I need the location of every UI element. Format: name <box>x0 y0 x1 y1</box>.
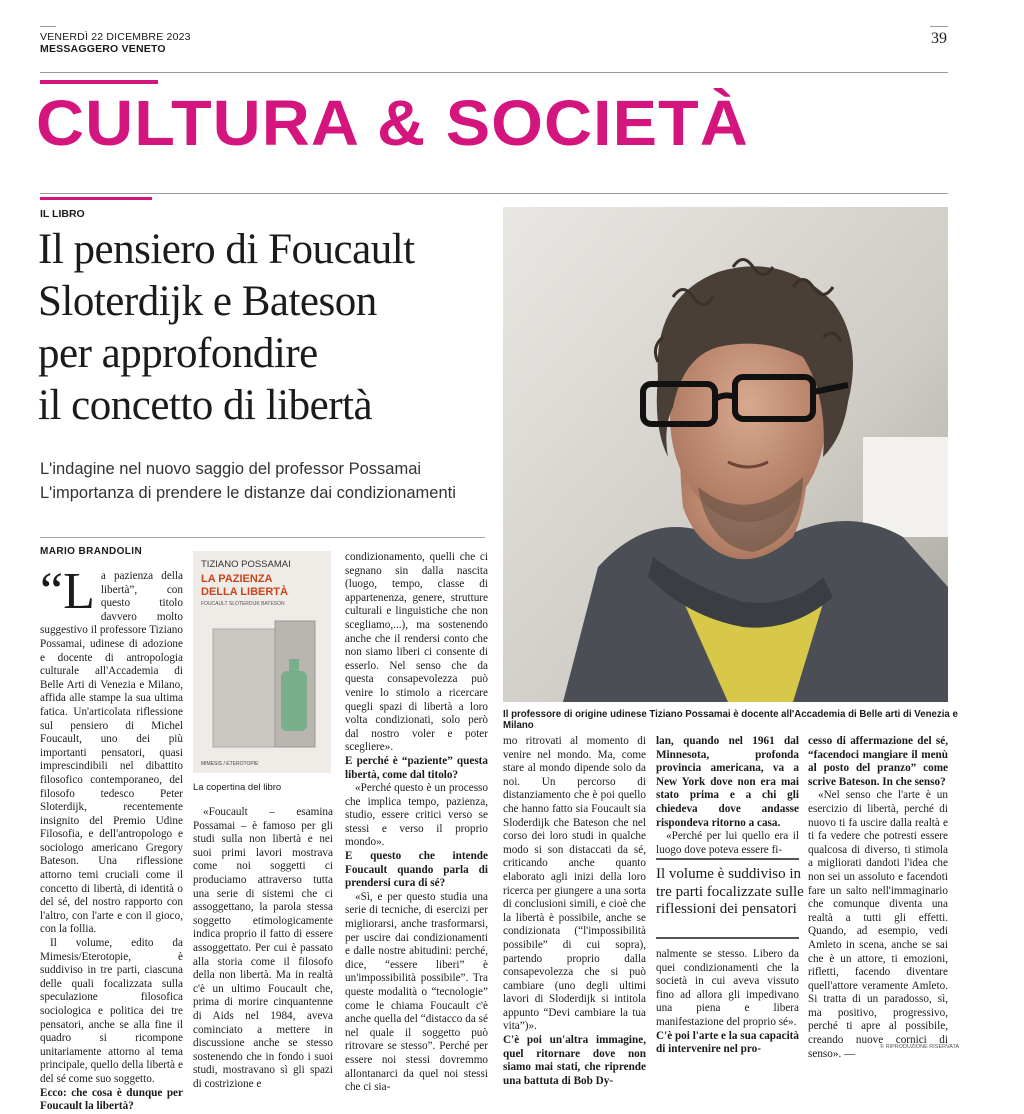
cover-title-1: LA PAZIENZA <box>201 573 273 585</box>
article-column-2 <box>193 806 333 1091</box>
interview-question: C'è poi l'arte e la sua capacità di intervenire nel pro- <box>656 1029 799 1056</box>
article-column-1 <box>40 563 183 1114</box>
newspaper-name: MESSAGGERO VENETO <box>40 43 166 55</box>
interview-question: E questo che intende Foucault quando parla di prendersi cura di sé? <box>345 850 488 890</box>
book-cover-illustration <box>193 551 331 773</box>
section-accent-bar <box>40 80 158 84</box>
byline-author: MARIO BRANDOLIN <box>40 546 143 557</box>
section-title: CULTURA & SOCIETÀ <box>36 87 749 159</box>
headline-line: Il pensiero di Foucault <box>38 226 415 273</box>
article-paragraph <box>40 563 183 937</box>
top-right-tick <box>930 26 948 27</box>
interview-question: E perché è “paziente” questa libertà, come dal titolo? <box>345 754 488 781</box>
headline-line: Sloterdijk e Bateson <box>38 278 377 325</box>
headline-line: il concetto di libertà <box>38 382 373 429</box>
article-column-3 <box>345 551 488 1095</box>
article-paragraph: «Nel senso che l'arte è un esercizio di libertà, perché di nuovo ti fa uscire dalla realtà e ti fa vedere che potresti essere qualcosa di diverso, ti stimola a migliorati dandoti l'idea che non sei un assoluto e facendoti fare un salto nell'immaginario che comunque diventa una realtà a tutti gli effetti. Quando, ad esempio, vedi Amleto in scena, anche se sai che è un attore, ti emozioni, rifletti, facendo diventare quell'attore veramente Amleto. Si tratta di un paradosso, sì, ma positivo, progressivo, perché ti apre al possibile, creando nuove cornici di senso». — <box>808 789 948 1060</box>
article-paragraph: mo ritrovati al momento di venire nel mondo. Ma, come stare al mondo dipende solo da noi. Un percorso di distanziamento che è poi quello che hanno fatto sia Foucault sia Sloderdijk che Bateson che nel corso dei loro studi in qualche modo si son distaccati da sé, criticando anche quanto elaborato agli inizi della loro ricerca per giungere a una sorta di conclusioni simili, e cioè che la libertà è possibile, anche se condizionata (“l'impossibilità possibile” di cui sopra), partendo proprio dalla consapevolezza che si può cambiare (uno degli ultimi lavori di Sloderdijk si intitola appunto “Devi cambiare la tua vita”)». <box>503 735 646 1033</box>
pull-quote-rule <box>656 858 799 860</box>
interview-question: lan, quando nel 1961 dal Minnesota, profonda provincia americana, va a New York dove non era mai stato prima e a chi gli chiedeva dove andasse rispondeva ritorno a casa. <box>656 735 799 829</box>
interview-question: cesso di affermazione del sé, “facendoci mangiare il menù al posto del pranzo” come scrive Bateson. In che senso? <box>808 735 948 788</box>
article-headline <box>38 224 508 432</box>
headline-line: per approfondire <box>38 330 318 377</box>
article-paragraph: nalmente se stesso. Libero da quei condizionamenti che la società in cui aveva vissuto fino ad allora gli impedivano una piena e libera manifestazione del proprio sé». <box>656 948 799 1028</box>
pull-quote-rule-bottom <box>656 937 799 939</box>
interview-question: C'è poi un'altra immagine, quel ritornare dove non siamo mai stati, che riprende una battuta di Bob Dy- <box>503 1034 646 1087</box>
page-number: 39 <box>931 30 947 47</box>
cover-subtitle: FOUCAULT SLOTERDIJK BATESON <box>201 601 285 607</box>
drop-cap: “L <box>40 563 95 620</box>
paragraph-text: a pazienza della libertà”, con questo titolo davvero molto suggestivo il professore Tiziano Possamai, udinese di adozione e docente di antropologia culturale all'Accademia di Belle Arti di Venezia e Milano, affida alle stampe la sua ultima fatica. Un'articolata riflessione sul pensiero di Michel Foucault, uno dei più importanti pensatori, quasi imprescindibili nel dibattito filosofico contemporaneo, del filosofo tedesco Peter Sloterdijk, recentemente insignito del Premio Udine Filosofia, e dell'antropologo e sociologo americano Gregory Bateson. Una riflessione attorno temi cruciali come il concetto di libertà, di identità o del sé, del nostro rapporto con l'altro, con l'arte e con il gioco, con la follia. <box>40 570 183 936</box>
issue-date: VENERDÌ 22 DICEMBRE 2023 <box>40 31 191 43</box>
deck-line: L'indagine nel nuovo saggio del professor Possamai <box>40 460 422 478</box>
issue-dateline <box>40 31 191 55</box>
article-accent-bar <box>40 197 152 200</box>
article-deck <box>40 457 500 505</box>
portrait-illustration <box>503 207 948 702</box>
copyright-notice: © RIPRODUZIONE RISERVATA <box>880 1044 960 1050</box>
article-paragraph: «Foucault – esamina Possamai – è famoso per gli studi sulla non libertà e nei suoi primi lavori mostrava come noi soggetti ci produciamo attraverso tutta una serie di sistemi che ci assoggettano, la parola stessa soggetto etimologicamente indica proprio il fatto di essere assoggettato. Per cui è passato alla storia come il filosofo della non libertà. Ma in realtà c'è un ultimo Foucault che, prima di morire cinquantenne di Aids nel 1984, aveva cominciato a mettere in discussione anche se stesso sostenendo che in fondo i suoi studi, mostravano sì gli spazi di costrizione e <box>193 806 333 1090</box>
section-rule <box>40 193 948 194</box>
book-caption: La copertina del libro <box>193 782 282 793</box>
interview-question: Ecco: che cosa è dunque per Foucault la libertà? <box>40 1086 183 1113</box>
article-paragraph: «Sì, e per questo studia una serie di tecniche, di esercizi per migliorarsi, anche trasformarsi, per uscire dai condizionamenti e dalle nostre abitudini: perché, dice, “essere liberi” è un'impossibilità possibile”. Tra queste modalità o “tecnologie” come le chiama Foucault c'è anche quella del “distacco da sé nel quale il soggetto può ritrovare se stesso”. Perché per essere noi stessi dovremmo allontanarci da quel noi stessi che ci sia- <box>345 890 488 1094</box>
book-cover <box>193 551 331 773</box>
article-column-5 <box>656 735 799 857</box>
byline-rule <box>40 537 485 538</box>
article-column-4 <box>503 735 646 1088</box>
article-paragraph: Il volume, edito da Mimesis/Eterotopie, è suddiviso in tre parti, ciascuna delle quali focalizzata sulla speculazione filosofica sociologica e politica dei tre pensatori, anche se alla fine il quadro si ricompone unitariamente attorno al tema principale, quello della libertà e del sé come suo soggetto. <box>40 937 183 1085</box>
cover-author: TIZIANO POSSAMAI <box>201 559 291 570</box>
deck-line: L'importanza di prendere le distanze dai condizionamenti <box>40 484 456 502</box>
article-column-5-continued <box>656 948 799 1057</box>
article-paragraph: «Perché questo è un processo che implica tempo, pazienza, studio, essere critici verso se stessi e verso il proprio mondo». <box>345 782 488 849</box>
author-photo <box>503 207 948 702</box>
article-column-6 <box>808 735 948 1061</box>
article-kicker: IL LIBRO <box>40 208 85 220</box>
article-paragraph: «Perché per lui quello era il luogo dove poteva essere fi- <box>656 830 799 856</box>
article-paragraph: condizionamento, quelli che ci segnano sin dalla nascita (luogo, tempo, classe di appartenenza, genere, strutture culturali e linguistiche che non scegliamo,...), ma sostenendo anche che il rendersi conto che non siamo liberi ci consente di esserlo. Nel senso che da questa consapevolezza può venire lo stimolo a ricercare quegli spazi di libertà a loro volta condizionati, solo però dal nostro voler e poter scegliere». <box>345 551 488 754</box>
cover-publisher: MIMESIS / ETEROTOPIE <box>201 761 259 767</box>
header-rule <box>40 72 948 73</box>
top-left-tick <box>40 26 56 27</box>
pull-quote: Il volume è suddiviso in tre parti focalizzate sulle riflessioni dei pensatori <box>656 866 804 917</box>
photo-caption: Il professore di origine udinese Tiziano Possamai è docente all'Accademia di Belle arti di Venezia e Milano <box>503 709 958 731</box>
cover-title-2: DELLA LIBERTÀ <box>201 586 288 598</box>
